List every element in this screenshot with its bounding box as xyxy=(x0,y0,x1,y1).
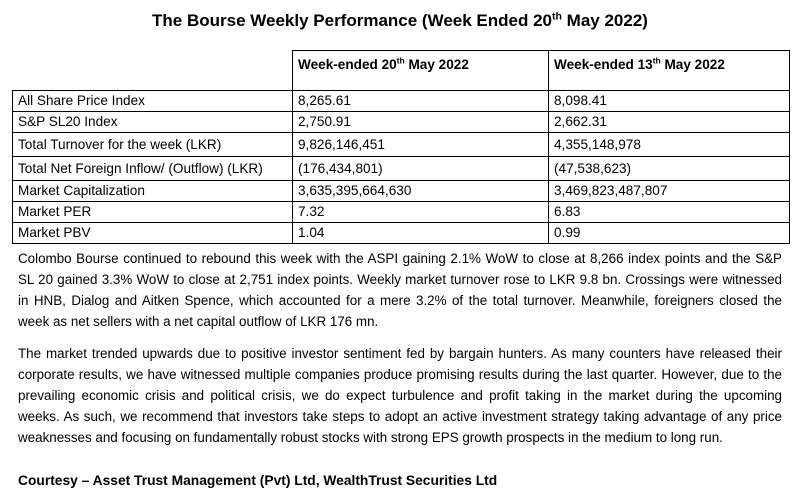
row-label: S&P SL20 Index xyxy=(13,112,293,133)
header-blank-cell xyxy=(13,51,293,91)
header-week-13-month: May 2022 xyxy=(660,57,725,72)
row-value-week-20: 7.32 xyxy=(293,202,549,223)
row-value-week-13: 6.83 xyxy=(549,202,790,223)
table-row xyxy=(13,112,790,133)
row-value-week-13: (47,538,623) xyxy=(549,157,790,181)
row-value-week-20: 3,635,395,664,630 xyxy=(293,181,549,202)
row-label: Total Net Foreign Inflow/ (Outflow) (LKR) xyxy=(13,157,293,181)
row-value-week-20: 9,826,146,451 xyxy=(293,133,549,157)
row-label: All Share Price Index xyxy=(13,91,293,112)
row-label: Market PER xyxy=(13,202,293,223)
title-tail: May 2022) xyxy=(561,11,648,30)
header-week-13-text: Week-ended 13 xyxy=(554,57,653,72)
row-label: Total Turnover for the week (LKR) xyxy=(13,133,293,157)
header-week-20-may xyxy=(293,51,549,91)
row-value-week-20: 2,750.91 xyxy=(293,112,549,133)
page-title xyxy=(0,10,800,32)
table-row xyxy=(13,91,790,112)
table-header-row xyxy=(13,51,790,91)
row-value-week-13: 0.99 xyxy=(549,223,790,244)
row-value-week-20: 8,265.61 xyxy=(293,91,549,112)
row-label: Market Capitalization xyxy=(13,181,293,202)
row-value-week-13: 4,355,148,978 xyxy=(549,133,790,157)
title-superscript: th xyxy=(552,10,562,23)
header-week-13-may xyxy=(549,51,790,91)
table-row xyxy=(13,181,790,202)
header-week-20-text: Week-ended 20 xyxy=(298,57,397,72)
row-value-week-20: (176,434,801) xyxy=(293,157,549,181)
performance-table xyxy=(12,50,790,244)
table-row xyxy=(13,202,790,223)
row-value-week-20: 1.04 xyxy=(293,223,549,244)
courtesy-line: Courtesy – Asset Trust Management (Pvt) Ltd, WealthTrust Securities Ltd xyxy=(18,473,498,488)
header-week-20-sup: th xyxy=(396,55,405,66)
row-label: Market PBV xyxy=(13,223,293,244)
row-value-week-13: 8,098.41 xyxy=(549,91,790,112)
market-summary-paragraph: Colombo Bourse continued to rebound this week with the ASPI gaining 2.1% WoW to close at 8,266 index points and the S&P SL 20 gained 3.3% WoW to close at 2,751 index points. Weekly market turnover rose to LKR 9.8 bn. Crossings were witnessed in HNB, Dialog and Aitken Spence, which accounted for a mere 3.2% of the total turnover. Meanwhile, foreigners closed the week as net sellers with a net capital outflow of LKR 176 mn. xyxy=(18,251,782,329)
table-row xyxy=(13,157,790,181)
row-value-week-13: 3,469,823,487,807 xyxy=(549,181,790,202)
table-row xyxy=(13,223,790,244)
market-outlook-paragraph: The market trended upwards due to positive investor sentiment fed by bargain hunters. As many counters have released their corporate results, we have witnessed multiple companies produce promising results during the last quarter. However, due to the prevailing economic crisis and political crisis, we do expect turbulence and profit taking in the market during the upcoming weeks. As such, we recommend that investors take steps to adopt an active investment strategy taking advantage of any price weaknesses and focusing on fundamentally robust stocks with strong EPS growth prospects in the medium to long run. xyxy=(18,346,782,445)
header-week-20-month: May 2022 xyxy=(404,57,469,72)
header-week-13-sup: th xyxy=(652,55,661,66)
row-value-week-13: 2,662.31 xyxy=(549,112,790,133)
title-main: The Bourse Weekly Performance (Week Ended 20 xyxy=(152,11,552,30)
table-row xyxy=(13,133,790,157)
